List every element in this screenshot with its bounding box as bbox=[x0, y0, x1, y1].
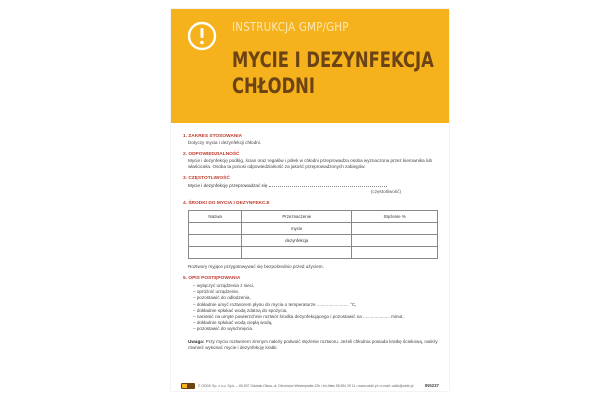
section-heading-frequency: 3. CZĘSTOTLIWOŚĆ bbox=[183, 176, 230, 181]
table-cell bbox=[189, 247, 242, 259]
frequency-text: Mycie i dezynfekcję przeprowadzać się bbox=[188, 183, 268, 188]
list-item: – pozostawić do odłodzenia, bbox=[193, 295, 251, 301]
header-banner bbox=[171, 9, 449, 123]
title-line-1: MYCIE I DEZYNFEKCJA bbox=[232, 48, 434, 72]
document-code: IN5237 bbox=[424, 383, 439, 388]
table-row bbox=[189, 223, 438, 235]
section-heading-procedure: 5. OPIS POSTĘPOWANIA bbox=[183, 276, 241, 281]
list-item: – wyłączyć urządzenia z sieci, bbox=[193, 283, 255, 288]
warning-text: Przy myciu roztworem zimnym należy podwoić stężenie roztworu. Jeżeli chłodnia posiada kratkę ściekową, należy również wykonać mycie i dezynfekcję kratki. bbox=[188, 338, 438, 350]
list-item: – dokładnie spłukać wodą ciepłą wodą, bbox=[193, 320, 273, 326]
table-cell bbox=[242, 247, 352, 259]
section-text-scope: Dotyczy mycia i dezynfekcji chłodni. bbox=[188, 140, 262, 145]
instruction-sheet bbox=[171, 9, 449, 391]
section-heading-agents: 4. ŚRODKI DO MYCIA I DEZYNFEKCJI bbox=[183, 201, 270, 206]
table-cell bbox=[189, 223, 242, 235]
frequency-caption: (częstotliwość) bbox=[370, 189, 401, 194]
table-cell bbox=[352, 235, 438, 247]
frequency-fill-line bbox=[269, 182, 387, 187]
column-header-concentration: Stężenie % bbox=[352, 211, 438, 223]
section-heading-responsibility: 2. ODPOWIEDZIALNOŚĆ bbox=[183, 152, 240, 157]
table-cell: mycie bbox=[242, 223, 352, 235]
list-item: – pozostawić do wyschnięcia. bbox=[193, 326, 254, 332]
company-logo bbox=[181, 383, 195, 389]
table-cell bbox=[352, 223, 438, 235]
table-cell: dezynfekcja bbox=[242, 235, 352, 247]
list-item: – dokładnie umyć roztworem płynu do mycia o temperaturze ......................... °C, bbox=[193, 301, 357, 307]
table-cell bbox=[189, 235, 242, 247]
list-item: – naniesić na umyte powierzchnie roztwór środka dezynfekującego i pozostawić na ..................... minut, bbox=[193, 313, 404, 319]
warning-circle-icon bbox=[187, 21, 217, 51]
section-heading-scope: 1. ZAKRES STOSOWANIA bbox=[183, 134, 243, 139]
list-item: – dokładnie spłukać wodą zdatną do spożycia, bbox=[193, 307, 288, 313]
warning-note bbox=[188, 339, 439, 351]
table-cell bbox=[352, 247, 438, 259]
table-row bbox=[189, 247, 438, 259]
table-header-row bbox=[189, 211, 438, 223]
section-text-responsibility: Mycie i dezynfekcję podłóg, ścian oraz regałów i półek w chłodni przeprowadza osoba wyznaczona przez kierownika lub właściciela. Osoba ta ponosi odpowiedzialność za jakość przeprowadzonych zabiegów. bbox=[188, 158, 433, 169]
footer bbox=[171, 381, 449, 391]
agents-table bbox=[188, 210, 438, 259]
page-title bbox=[232, 47, 434, 99]
column-header-purpose: Przeznaczenie bbox=[242, 211, 352, 223]
footer-contact: © ODDK Sp. z o.o. Sp.k. – 80-907 Gdańsk-Oliwa, ul. Obrońców Westerplatte 22b • tel./faks 58 554 29 11 • www.oddk.pl • e-mail: oddk@oddk.pl bbox=[198, 384, 414, 388]
frequency-line bbox=[188, 182, 439, 189]
table-row bbox=[189, 235, 438, 247]
document-body bbox=[183, 130, 439, 351]
procedure-list bbox=[193, 283, 439, 333]
list-item: – opróżnić urządzenie, bbox=[193, 289, 240, 295]
column-header-name: Nazwa bbox=[189, 211, 242, 223]
agents-note: Roztwory myjące przygotowywać się bezpośrednio przed użyciem. bbox=[188, 264, 324, 269]
title-line-2: CHŁODNI bbox=[232, 74, 315, 98]
document-type: INSTRUKCJA GMP/GHP bbox=[232, 20, 349, 34]
warning-label: Uwaga: bbox=[188, 338, 205, 344]
